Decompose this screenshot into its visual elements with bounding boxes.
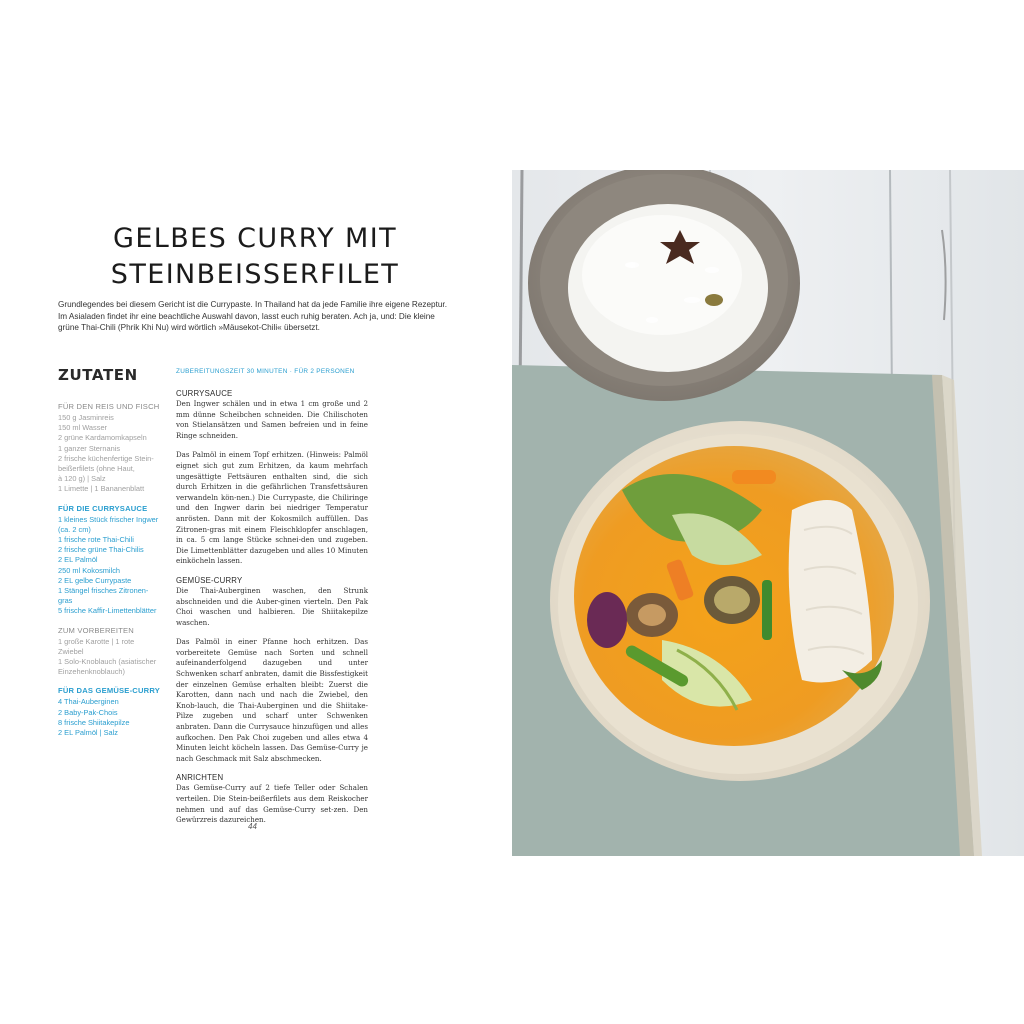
- ingredient-item: 2 frische küchenfertige Stein-: [58, 453, 154, 463]
- ingredient-item: gras: [58, 596, 73, 606]
- ingredient-item: 1 ganzer Sternanis: [58, 443, 121, 453]
- ingredient-item: 1 große Karotte | 1 rote: [58, 636, 135, 646]
- step-paragraph: Den Ingwer schälen und in etwa 1 cm große und 2 mm dünne Scheibchen schneiden. Die Chilischoten von Stielansätzen und Samen befreien und in feine Ringe schneiden.: [176, 399, 368, 440]
- step-paragraph: Das Palmöl in einer Pfanne hoch erhitzen. Das vorbereitete Gemüse nach Sorten und schnell aufeinanderfolgend dazugeben und unter Schwenken scharf anbraten, damit die Bissfestigkeit der einzelnen Gemüse erhalten bleibt: Zuerst die Karotten, dann nach und nach die Zwiebel, den Knob-lauch, die Thai-Auberginen und die Shiitake-Pilze zugeben und scharf unter Schwenken anbraten. Dann die Currysauce hinzufügen und alles aufkochen. Den Pak Choi zugeben und alles etwa 4 Minuten leicht köcheln lassen. Das Gemüse-Curry je nach Geschmack mit Salz abschmecken.: [176, 637, 368, 763]
- ingredient-item: beißerfilets (ohne Haut,: [58, 464, 135, 474]
- ingredient-item: 150 ml Wasser: [58, 423, 108, 433]
- food-photo: [512, 170, 1024, 856]
- ingredient-item: 1 Solo-Knoblauch (asiatischer: [58, 657, 157, 667]
- recipe-title: [60, 221, 450, 293]
- carrot-slice: [732, 470, 776, 484]
- ingredient-item: 8 frische Shiitakepilze: [58, 717, 130, 727]
- ingredient-item: 2 frische grüne Thai-Chilis: [58, 545, 144, 555]
- ingredient-item: 2 Baby-Pak-Chois: [58, 707, 118, 717]
- ingredient-group-title: ZUM VORBEREITEN: [58, 625, 134, 635]
- preparation-step: [176, 389, 368, 567]
- ingredient-group: [58, 402, 166, 495]
- ingredient-item: 1 frische rote Thai-Chili: [58, 535, 134, 545]
- ingredient-group-title: FÜR DIE CURRYSAUCE: [58, 503, 148, 513]
- preparation-steps: [176, 389, 368, 826]
- ingredient-item: Einzehenknoblauch): [58, 667, 125, 677]
- ingredient-item: (ca. 2 cm): [58, 524, 91, 534]
- step-heading: ANRICHTEN: [176, 773, 224, 783]
- step-paragraph: Das Gemüse-Curry auf 2 tiefe Teller oder Schalen verteilen. Die Stein-beißerfilets aus dem Reiskocher nehmen und auf das Gemüse-Curry set-zen. Den Gewürzreis dazureichen.: [176, 783, 368, 825]
- ingredient-group: [58, 626, 166, 678]
- ingredients-list: [58, 402, 166, 747]
- preparation-column: [176, 368, 368, 835]
- ingredient-item: 150 g Jasminreis: [58, 413, 114, 422]
- ingredient-group: [58, 504, 166, 617]
- ingredient-item: 4 Thai-Auberginen: [58, 697, 119, 707]
- preparation-step: [176, 773, 368, 825]
- ingredient-item: 1 Limette | 1 Bananenblatt: [58, 484, 145, 494]
- recipe-intro: Grundlegendes bei diesem Gericht ist die Currypaste. In Thailand hat da jede Familie ihre eigene Rezeptur. Im Asialaden findet ihr eine beachtliche Auswahl davon, lasst euch ruhig beraten. Ach ja, und: Die kleine grüne Thai-Chili (Phrik Khi Nu) wird wörtlich »Mäusekot-Chili« übersetzt.: [58, 300, 447, 333]
- ingredients-heading: ZUTATEN: [58, 366, 138, 384]
- ingredient-item: 1 kleines Stück frischer Ingwer: [58, 514, 159, 524]
- prep-time-servings: ZUBEREITUNGSZEIT 30 MINUTEN · FÜR 2 PERSONEN: [176, 368, 355, 375]
- red-onion: [587, 592, 627, 648]
- step-heading: CURRYSAUCE: [176, 389, 233, 398]
- recipe-title-line-2: STEINBEISSERFILET: [110, 259, 400, 290]
- ingredient-item: à 120 g) | Salz: [58, 474, 106, 484]
- ingredient-group-title: FÜR DEN REIS UND FISCH: [58, 402, 160, 411]
- page-number: 44: [248, 822, 257, 831]
- ingredient-item: 5 frische Kaffir-Limettenblätter: [58, 606, 157, 616]
- ingredient-item: 2 EL gelbe Currypaste: [58, 575, 132, 585]
- step-paragraph: Das Palmöl in einem Topf erhitzen. (Hinweis: Palmöl eignet sich gut zum Erhitzen, da kaum mehrfach ungesättigte Fettsäuren enthalten sind, die sich durch Erhitzen in die gefährlichen Transfettsäuren verwandeln kön-nen.) Die Currypaste, die Chiliringe und den Ingwer darin bei niedriger Temperatur anrösten. Dann mit der Kokosmilch auffüllen. Das Zitronen-gras mit einem Fleischklopfer anschlagen, in ca. 5 cm lange Stücke schnei-den und zugeben. Die Limettenblätter dazugeben und alles 10 Minuten einköcheln lassen.: [176, 450, 368, 566]
- recipe-title-line-1: GELBES CURRY MIT: [113, 223, 397, 254]
- curry-photo-illustration: [512, 170, 1024, 856]
- ingredient-item: Zwiebel: [58, 646, 84, 656]
- ingredient-item: 1 Stängel frisches Zitronen-: [58, 586, 149, 596]
- ingredient-item: 2 grüne Kardamomkapseln: [58, 433, 147, 443]
- cardamom-icon: [705, 294, 723, 306]
- green-bean: [762, 580, 772, 640]
- ingredient-group: [58, 686, 166, 738]
- step-heading: GEMÜSE-CURRY: [176, 575, 243, 585]
- ingredient-item: 2 EL Palmöl: [58, 555, 98, 565]
- preparation-step: [176, 576, 368, 765]
- step-paragraph: Die Thai-Auberginen waschen, den Strunk abschneiden und die Auber-ginen vierteln. Den Pak Choi waschen und halbieren. Die Shiitakepilze waschen.: [176, 585, 368, 627]
- ingredient-item: 250 ml Kokosmilch: [58, 565, 121, 575]
- ingredient-item: 2 EL Palmöl | Salz: [58, 728, 118, 738]
- ingredient-group-title: FÜR DAS GEMÜSE-CURRY: [58, 686, 161, 696]
